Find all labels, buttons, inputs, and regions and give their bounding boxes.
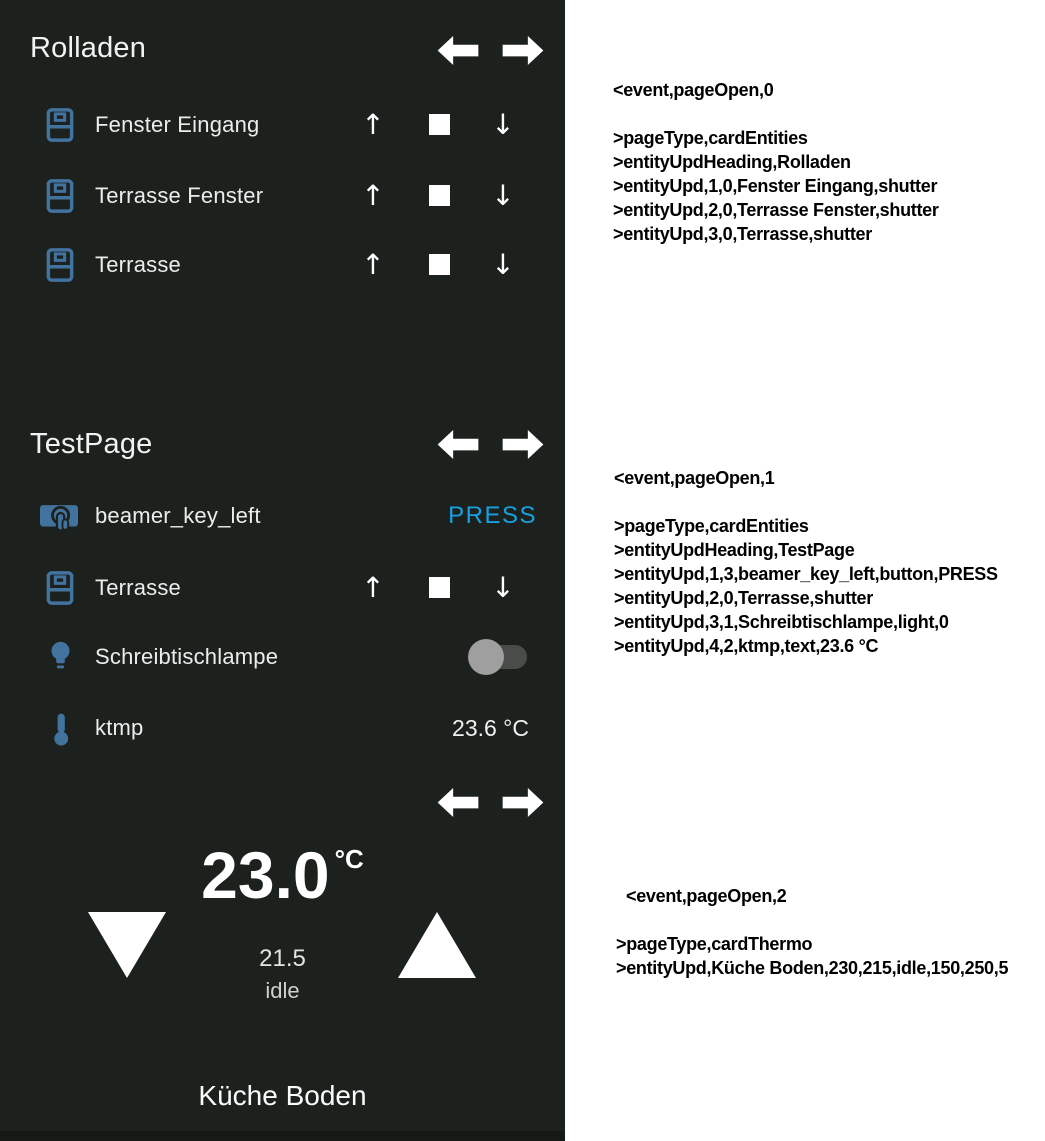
entity-row-ktmp [0,706,565,750]
nav-prev-arrow-icon[interactable] [437,429,479,460]
protocol-block-page2 [616,884,1008,980]
shutter-up-button[interactable]: ↑ [361,179,385,212]
shutter-up-button[interactable]: ↑ [361,571,385,604]
target-temperature: 21.5 [259,945,306,972]
protocol-event-line: <event,pageOpen,2 [626,886,787,906]
entity-label: beamer_key_left [95,503,261,528]
entity-row-terrasse [0,566,565,610]
shutter-stop-button[interactable] [429,577,450,598]
window-shutter-icon [46,570,74,606]
protocol-event-line: <event,pageOpen,1 [614,468,775,488]
entity-row-beamer-key-left [0,494,565,538]
press-button[interactable]: PRESS [448,502,537,529]
card-thermo-kueche-boden [0,772,565,1141]
shutter-down-button[interactable]: ↓ [491,179,515,212]
shutter-stop-button[interactable] [429,254,450,275]
entity-row-fenster-eingang [0,103,565,147]
shutter-down-button[interactable]: ↓ [491,248,515,281]
current-temperature-value: 23.0 [201,838,330,912]
window-shutter-icon [46,178,74,214]
entity-row-terrasse-fenster [0,174,565,218]
protocol-event-line: <event,pageOpen,0 [613,80,774,100]
protocol-line: >entityUpdHeading,Rolladen [613,152,851,172]
page-title: TestPage [30,428,153,460]
protocol-line: >entityUpd,2,0,Terrasse Fenster,shutter [613,200,939,220]
protocol-line: >entityUpd,3,0,Terrasse,shutter [613,224,872,244]
nav-prev-arrow-icon[interactable] [437,787,479,818]
protocol-block-page0 [613,78,939,246]
entity-label: Terrasse [95,575,181,600]
thermostat-title: Küche Boden [198,1080,367,1111]
protocol-line: >entityUpd,2,0,Terrasse,shutter [614,588,873,608]
protocol-line: >pageType,cardThermo [616,934,813,954]
window-shutter-icon [46,107,74,143]
light-toggle-switch[interactable] [470,645,527,669]
nav-prev-arrow-icon[interactable] [437,35,479,66]
shutter-down-button[interactable]: ↓ [491,571,515,604]
protocol-line: >entityUpd,1,0,Fenster Eingang,shutter [613,176,938,196]
shutter-stop-button[interactable] [429,114,450,135]
entity-row-terrasse [0,243,565,287]
nav-next-arrow-icon[interactable] [502,787,544,818]
toggle-knob [468,639,504,675]
card-entities-rolladen [0,0,565,410]
protocol-line: >entityUpd,Küche Boden,230,215,idle,150,250,5 [616,958,1009,978]
protocol-block-page1 [614,466,998,658]
entity-label: Terrasse [95,252,181,277]
sensor-value: 23.6 °C [452,715,529,741]
current-temperature [0,840,565,924]
shutter-up-button[interactable]: ↑ [361,108,385,141]
panel-bottom-edge [0,1131,565,1141]
shutter-up-button[interactable]: ↑ [361,248,385,281]
entity-label: ktmp [95,715,144,740]
window-shutter-icon [46,247,74,283]
protocol-line: >entityUpdHeading,TestPage [614,540,855,560]
page-title: Rolladen [30,32,147,64]
thermostat-state: idle [265,978,300,1003]
entity-label: Fenster Eingang [95,112,260,137]
entity-label: Schreibtischlampe [95,644,279,669]
protocol-line: >pageType,cardEntities [613,128,808,148]
gesture-tap-button-icon [38,498,80,536]
protocol-line: >entityUpd,1,3,beamer_key_left,button,PRESS [614,564,998,584]
thermometer-icon [49,711,72,747]
card-entities-testpage [0,410,565,772]
shutter-stop-button[interactable] [429,185,450,206]
protocol-line: >pageType,cardEntities [614,516,809,536]
temperature-unit: °C [334,844,364,874]
protocol-line: >entityUpd,3,1,Schreibtischlampe,light,0 [614,612,949,632]
lightbulb-icon [47,639,74,675]
nav-next-arrow-icon[interactable] [502,429,544,460]
nav-next-arrow-icon[interactable] [502,35,544,66]
entity-row-schreibtischlampe [0,635,565,679]
entity-label: Terrasse Fenster [95,183,264,208]
protocol-line: >entityUpd,4,2,ktmp,text,23.6 °C [614,636,879,656]
shutter-down-button[interactable]: ↓ [491,108,515,141]
